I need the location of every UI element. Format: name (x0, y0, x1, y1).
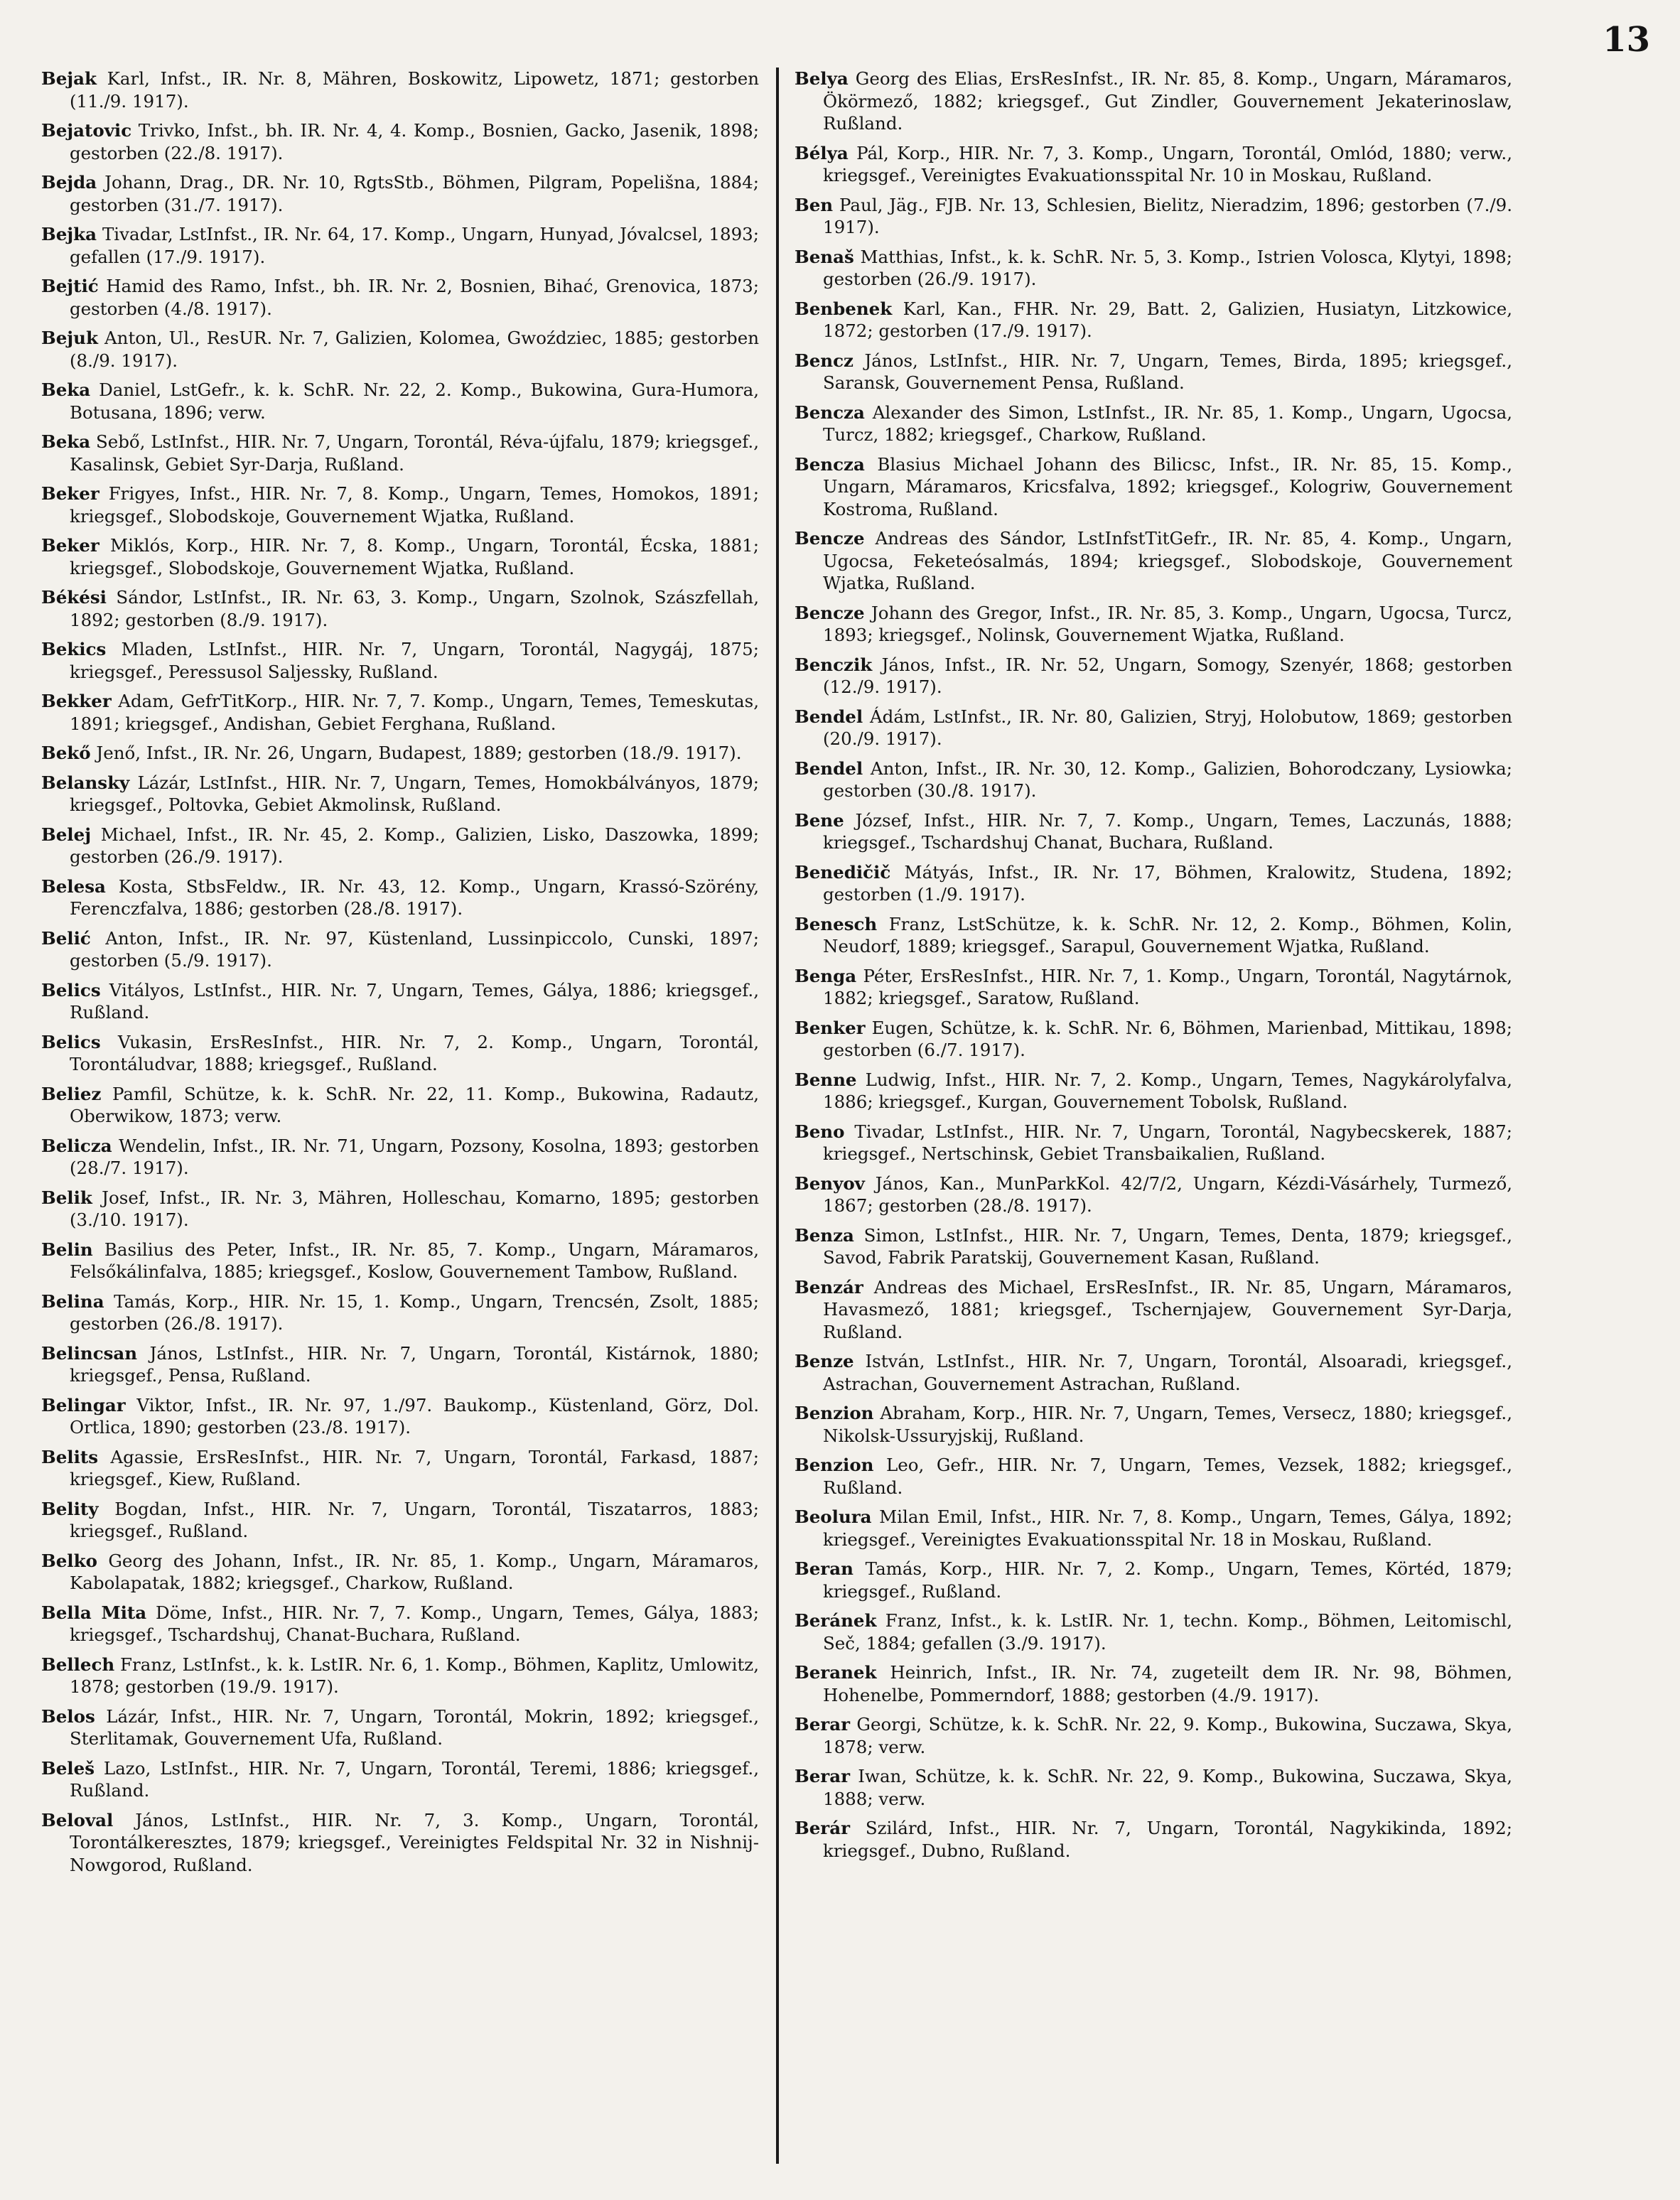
list-entry (41, 482, 759, 527)
list-entry (41, 223, 759, 268)
list-entry (41, 1705, 759, 1750)
entry-details: Josef, Infst., IR. Nr. 3, Mähren, Holleschau, Komarno, 1895; gestorben (3./10. 1917). (70, 1187, 759, 1230)
list-entry (41, 927, 759, 972)
entry-details: Hamid des Ramo, Infst., bh. IR. Nr. 2, Bosnien, Bihać, Grenovica, 1873; gestorben (4./8. 1917). (70, 276, 759, 319)
entry-details: Franz, LstInfst., k. k. LstIR. Nr. 6, 1. Komp., Böhmen, Kaplitz, Umlowitz, 1878; gestorben (19./9. 1917). (70, 1654, 759, 1697)
entry-surname: Bekker (41, 691, 112, 711)
list-entry (795, 1172, 1512, 1217)
entry-details: Franz, Infst., k. k. LstIR. Nr. 1, techn. Komp., Böhmen, Leitomischl, Seč, 1884; gefallen (3./9. 1917). (823, 1610, 1512, 1654)
list-entry (41, 1290, 759, 1335)
entry-details: Blasius Michael Johann des Bilicsc, Infst., IR. Nr. 85, 15. Komp., Ungarn, Máramaros, Kricsfalva, 1892; kriegsgef., Kologriw, Gouvernement Kostroma, Rußland. (823, 453, 1512, 519)
entry-surname: Beka (41, 431, 91, 452)
list-entry (41, 1135, 759, 1180)
entry-details: Miklós, Korp., HIR. Nr. 7, 8. Komp., Ungarn, Torontál, Écska, 1881; kriegsgef., Slobodskoje, Gouvernement Wjatka, Rußland. (70, 535, 759, 578)
entry-details: Simon, LstInfst., HIR. Nr. 7, Ungarn, Temes, Denta, 1879; kriegsgef., Savod, Fabrik Paratskij, Gouvernement Kasan, Rußland. (823, 1224, 1512, 1268)
entry-details: Lazo, LstInfst., HIR. Nr. 7, Ungarn, Torontál, Teremi, 1886; kriegsgef., Rußland. (70, 1757, 759, 1801)
entry-surname: Beliez (41, 1083, 102, 1104)
list-entry (795, 1609, 1512, 1654)
entry-surname: Bencza (795, 401, 865, 423)
entry-details: Paul, Jäg., FJB. Nr. 13, Schlesien, Bielitz, Nieradzim, 1896; gestorben (7./9. 1917). (823, 194, 1512, 237)
entry-details: Pál, Korp., HIR. Nr. 7, 3. Komp., Ungarn, Torontál, Omlód, 1880; verw., kriegsgef., Vereinigtes Evakuationsspital Nr. 10 in Moskau, Rußland. (823, 142, 1512, 185)
entry-details: Szilárd, Infst., HIR. Nr. 7, Ungarn, Torontál, Nagykikinda, 1892; kriegsgef., Dubno, Rußland. (823, 1818, 1512, 1861)
entry-surname: Benzár (795, 1276, 863, 1298)
entry-details: Lázár, Infst., HIR. Nr. 7, Ungarn, Torontál, Mokrin, 1892; kriegsgef., Sterlitamak, Gouvernement Ufa, Rußland. (70, 1705, 759, 1749)
list-entry (41, 1550, 759, 1595)
entry-surname: Belincsan (41, 1342, 138, 1364)
entry-surname: Beno (795, 1121, 845, 1142)
entry-details: János, LstInfst., HIR. Nr. 7, 3. Komp., Ungarn, Torontál, Torontálkeresztes, 1879; kriegsgef., Vereinigtes Feldspital Nr. 32 in Nishnij-Nowgorod, Rußland. (70, 1809, 759, 1875)
entry-surname: Belicza (41, 1135, 112, 1156)
list-entry (795, 1558, 1512, 1602)
entry-details: Mladen, LstInfst., HIR. Nr. 7, Ungarn, Torontál, Nagygáj, 1875; kriegsgef., Peressusol Saljessky, Rußland. (70, 639, 759, 682)
entry-surname: Benza (795, 1224, 854, 1246)
list-entry (795, 1069, 1512, 1114)
entry-details: János, LstInfst., HIR. Nr. 7, Ungarn, Torontál, Kistárnok, 1880; kriegsgef., Pensa, Rußland. (70, 1342, 759, 1386)
entry-details: Agassie, ErsResInfst., HIR. Nr. 7, Ungarn, Torontál, Farkasd, 1887; kriegsgef., Kiew, Rußland. (70, 1446, 759, 1489)
entry-surname: Bejda (41, 172, 97, 193)
entry-surname: Belya (795, 68, 849, 89)
list-entry (41, 1031, 759, 1076)
list-entry (795, 1661, 1512, 1706)
list-entry (41, 875, 759, 920)
entry-details: Kosta, StbsFeldw., IR. Nr. 43, 12. Komp., Ungarn, Krassó-Szörény, Ferenczfalva, 1886; gestorben (28./8. 1917). (70, 875, 759, 919)
column-divider (776, 68, 779, 2164)
entry-details: Michael, Infst., IR. Nr. 45, 2. Komp., Galizien, Lisko, Daszowka, 1899; gestorben (26./9. 1917). (70, 824, 759, 867)
list-entry (41, 1342, 759, 1387)
entry-surname: Bejka (41, 224, 97, 244)
list-entry (795, 246, 1512, 291)
entry-surname: Bejtić (41, 276, 99, 296)
list-entry (795, 1817, 1512, 1862)
list-entry (41, 68, 759, 112)
entry-surname: Berar (795, 1766, 850, 1786)
entry-surname: Bencze (795, 602, 865, 623)
entry-surname: Benbenek (795, 298, 893, 319)
entry-details: Abraham, Korp., HIR. Nr. 7, Ungarn, Temes, Versecz, 1880; kriegsgef., Nikolsk-Ussuryjskij, Rußland. (823, 1403, 1512, 1446)
list-entry (795, 350, 1512, 394)
list-entry (41, 690, 759, 735)
entry-surname: Belesa (41, 875, 106, 897)
entry-surname: Bencze (795, 528, 865, 549)
list-entry (41, 1187, 759, 1231)
entry-details: Basilius des Peter, Infst., IR. Nr. 85, 7. Komp., Ungarn, Máramaros, Felsőkálinfalva, 1885; kriegsgef., Koslow, Gouvernement Tambow, Rußland. (70, 1239, 759, 1282)
entry-surname: Bélya (795, 142, 849, 163)
list-entry (795, 527, 1512, 595)
entry-details: Péter, ErsResInfst., HIR. Nr. 7, 1. Komp., Ungarn, Torontál, Nagytárnok, 1882; kriegsgef., Saratow, Rußland. (823, 965, 1512, 1008)
entry-details: Bogdan, Infst., HIR. Nr. 7, Ungarn, Torontál, Tiszatarros, 1883; kriegsgef., Rußland. (70, 1498, 759, 1541)
list-entry (795, 1713, 1512, 1758)
entry-details: Jenő, Infst., IR. Nr. 26, Ungarn, Budapest, 1889; gestorben (18./9. 1917). (96, 743, 742, 763)
entry-surname: Benyov (795, 1172, 865, 1194)
list-entry (41, 327, 759, 372)
entry-surname: Belics (41, 979, 101, 1001)
entry-surname: Belić (41, 927, 91, 949)
entry-surname: Benker (795, 1017, 866, 1038)
list-entry (41, 586, 759, 631)
entry-details: Heinrich, Infst., IR. Nr. 74, zugeteilt dem IR. Nr. 98, Böhmen, Hohenelbe, Pommerndorf, 1888; gestorben (4./9. 1917). (823, 1662, 1512, 1705)
entry-details: Franz, LstSchütze, k. k. SchR. Nr. 12, 2. Komp., Böhmen, Kolin, Neudorf, 1889; kriegsgef., Sarapul, Gouvernement Wjatka, Rußland. (823, 913, 1512, 956)
entry-details: Iwan, Schütze, k. k. SchR. Nr. 22, 9. Komp., Bukowina, Suczawa, Skya, 1888; verw. (823, 1766, 1512, 1809)
list-entry (41, 1083, 759, 1128)
entry-details: Karl, Kan., FHR. Nr. 29, Batt. 2, Galizien, Husiatyn, Litzkowice, 1872; gestorben (17./9. 1917). (823, 298, 1512, 341)
list-entry (41, 1809, 759, 1877)
entry-surname: Belko (41, 1550, 97, 1571)
entry-surname: Benga (795, 965, 857, 986)
list-entry (795, 861, 1512, 906)
entry-details: Mátyás, Infst., IR. Nr. 17, Böhmen, Kralowitz, Studena, 1892; gestorben (1./9. 1917). (823, 861, 1512, 905)
list-entry (41, 1654, 759, 1698)
page-number: 13 (1603, 20, 1650, 60)
entry-details: János, Kan., MunParkKol. 42/7/2, Ungarn, Kézdi-Vásárhely, Turmező, 1867; gestorben (28./8. 1917). (823, 1172, 1512, 1216)
entry-surname: Beker (41, 535, 99, 556)
entry-surname: Belos (41, 1705, 95, 1727)
entry-surname: Beloval (41, 1809, 114, 1830)
entry-details: Ádám, LstInfst., IR. Nr. 80, Galizien, Stryj, Holobutow, 1869; gestorben (20./9. 1917). (823, 706, 1512, 749)
list-entry (795, 913, 1512, 958)
entry-details: Karl, Infst., IR. Nr. 8, Mähren, Boskowitz, Lipowetz, 1871; gestorben (11./9. 1917). (70, 68, 759, 112)
right-column (795, 68, 1512, 2172)
entry-surname: Bekő (41, 743, 91, 763)
entry-details: Johann des Gregor, Infst., IR. Nr. 85, 3. Komp., Ungarn, Ugocsa, Turcz, 1893; kriegsgef., Nolinsk, Gouvernement Wjatka, Rußland. (823, 602, 1512, 645)
entry-surname: Belin (41, 1239, 93, 1260)
entry-details: János, Infst., IR. Nr. 52, Ungarn, Somogy, Szenyér, 1868; gestorben (12./9. 1917). (823, 654, 1512, 697)
entry-surname: Belics (41, 1031, 101, 1052)
entry-details: Lázár, LstInfst., HIR. Nr. 7, Ungarn, Temes, Homokbálványos, 1879; kriegsgef., Poltovka, Gebiet Akmolinsk, Rußland. (70, 772, 759, 815)
entry-details: Sándor, LstInfst., IR. Nr. 63, 3. Komp., Ungarn, Szolnok, Szászfellah, 1892; gestorben (8./9. 1917). (70, 587, 759, 630)
list-entry (41, 1498, 759, 1543)
list-entry (41, 742, 759, 765)
entry-surname: Bella Mita (41, 1602, 147, 1623)
list-entry (41, 979, 759, 1024)
list-entry (795, 298, 1512, 343)
entry-surname: Bendel (795, 706, 863, 727)
entry-surname: Benze (795, 1351, 854, 1371)
entry-details: Frigyes, Infst., HIR. Nr. 7, 8. Komp., Ungarn, Temes, Homokos, 1891; kriegsgef., Slobodskoje, Gouvernement Wjatka, Rußland. (70, 483, 759, 527)
entry-details: Andreas des Sándor, LstInfstTitGefr., IR. Nr. 85, 4. Komp., Ungarn, Ugocsa, Feketeósalmás, 1894; kriegsgef., Slobodskoje, Gouvernement Wjatka, Rußland. (823, 528, 1512, 593)
entry-surname: Beka (41, 379, 91, 400)
list-entry (795, 1121, 1512, 1165)
entry-surname: Belity (41, 1498, 99, 1519)
list-entry (41, 772, 759, 816)
entry-details: Georg des Elias, ErsResInfst., IR. Nr. 85, 8. Komp., Ungarn, Máramaros, Ökörmező, 1882; kriegsgef., Gut Zindler, Gouvernement Jekaterinoslaw, Rußland. (823, 68, 1512, 134)
entry-details: Eugen, Schütze, k. k. SchR. Nr. 6, Böhmen, Marienbad, Mittikau, 1898; gestorben (6./7. 1917). (823, 1017, 1512, 1060)
list-entry (41, 275, 759, 320)
list-entry (41, 1602, 759, 1646)
entry-surname: Belina (41, 1290, 104, 1312)
entry-surname: Belingar (41, 1394, 126, 1416)
list-entry (795, 602, 1512, 647)
entry-surname: Beránek (795, 1610, 877, 1631)
list-entry (41, 119, 759, 164)
entry-surname: Benesch (795, 913, 878, 934)
entry-details: Adam, GefrTitKorp., HIR. Nr. 7, 7. Komp., Ungarn, Temes, Temeskutas, 1891; kriegsgef., Andishan, Gebiet Ferghana, Rußland. (70, 691, 759, 734)
entry-surname: Belansky (41, 772, 130, 793)
list-entry (41, 1446, 759, 1491)
entry-details: Anton, Infst., IR. Nr. 97, Küstenland, Lussinpiccolo, Cunski, 1897; gestorben (5./9. 1917). (70, 927, 759, 971)
list-entry (41, 824, 759, 868)
list-entry (41, 1757, 759, 1802)
entry-details: Johann, Drag., DR. Nr. 10, RgtsStb., Böhmen, Pilgram, Popelišna, 1884; gestorben (31./7. 1917). (70, 172, 759, 215)
entry-details: Wendelin, Infst., IR. Nr. 71, Ungarn, Pozsony, Kosolna, 1893; gestorben (28./7. 1917). (70, 1135, 759, 1178)
entry-surname: Bendel (795, 757, 863, 779)
list-entry (795, 809, 1512, 854)
entry-details: Sebő, LstInfst., HIR. Nr. 7, Ungarn, Torontál, Réva-újfalu, 1879; kriegsgef., Kasalinsk, Gebiet Syr-Darja, Rußland. (70, 431, 759, 475)
entry-surname: Benaš (795, 246, 854, 267)
entry-surname: Berar (795, 1714, 850, 1735)
entry-surname: Beker (41, 483, 99, 504)
entry-surname: Bekics (41, 639, 107, 659)
list-entry (795, 401, 1512, 446)
entry-details: Ludwig, Infst., HIR. Nr. 7, 2. Komp., Ungarn, Temes, Nagykárolyfalva, 1886; kriegsgef., Kurgan, Gouvernement Tobolsk, Rußland. (823, 1069, 1512, 1112)
entry-details: Trivko, Infst., bh. IR. Nr. 4, 4. Komp., Bosnien, Gacko, Jasenik, 1898; gestorben (22./8. 1917). (70, 120, 759, 163)
entry-details: Vukasin, ErsResInfst., HIR. Nr. 7, 2. Komp., Ungarn, Torontál, Torontáludvar, 1888; kriegsgef., Rußland. (70, 1031, 759, 1074)
entry-surname: Berár (795, 1818, 850, 1838)
list-entry (41, 379, 759, 424)
entry-surname: Bejuk (41, 328, 98, 348)
entry-surname: Belej (41, 824, 92, 845)
entry-surname: Ben (795, 194, 834, 215)
list-entry (795, 453, 1512, 521)
list-entry (41, 1394, 759, 1439)
list-entry (795, 706, 1512, 750)
entry-details: János, LstInfst., HIR. Nr. 7, Ungarn, Temes, Birda, 1895; kriegsgef., Saransk, Gouvernement Pensa, Rußland. (823, 350, 1512, 393)
entry-details: Viktor, Infst., IR. Nr. 97, 1./97. Baukomp., Küstenland, Görz, Dol. Ortlica, 1890; gestorben (23./8. 1917). (70, 1394, 759, 1438)
list-entry (795, 757, 1512, 802)
entry-surname: Belik (41, 1187, 92, 1208)
entry-details: Vitályos, LstInfst., HIR. Nr. 7, Ungarn, Temes, Gálya, 1886; kriegsgef., Rußland. (70, 979, 759, 1023)
entry-surname: Beran (795, 1558, 854, 1579)
entry-surname: Benzion (795, 1455, 874, 1475)
entry-surname: Belits (41, 1446, 99, 1467)
entry-surname: Bene (795, 809, 844, 831)
list-entry (41, 1239, 759, 1283)
entry-surname: Beleš (41, 1757, 95, 1779)
list-entry (795, 1276, 1512, 1344)
entry-details: Georg des Johann, Infst., IR. Nr. 85, 1. Komp., Ungarn, Máramaros, Kabolapatak, 1882; kriegsgef., Charkow, Rußland. (70, 1550, 759, 1593)
list-entry (41, 638, 759, 683)
list-entry (795, 1350, 1512, 1395)
entry-details: Anton, Ul., ResUR. Nr. 7, Galizien, Kolomea, Gwoździec, 1885; gestorben (8./9. 1917). (70, 328, 759, 371)
entry-surname: Bencza (795, 453, 865, 475)
entry-surname: Beolura (795, 1506, 872, 1527)
entry-details: Tamás, Korp., HIR. Nr. 15, 1. Komp., Ungarn, Trencsén, Zsolt, 1885; gestorben (26./8. 1917). (70, 1290, 759, 1334)
list-entry (41, 534, 759, 579)
entry-surname: Bellech (41, 1654, 115, 1675)
entry-surname: Benedičič (795, 861, 891, 883)
list-entry (795, 1506, 1512, 1551)
entry-details: Milan Emil, Infst., HIR. Nr. 7, 8. Komp., Ungarn, Temes, Gálya, 1892; kriegsgef., Vereinigtes Evakuationsspital Nr. 18 in Moskau, Rußland. (823, 1506, 1512, 1550)
entry-details: István, LstInfst., HIR. Nr. 7, Ungarn, Torontál, Alsoaradi, kriegsgef., Astrachan, Gouvernement Astrachan, Rußland. (823, 1351, 1512, 1394)
entry-details: Alexander des Simon, LstInfst., IR. Nr. 85, 1. Komp., Ungarn, Ugocsa, Turcz, 1882; kriegsgef., Charkow, Rußland. (823, 401, 1512, 445)
entry-details: Leo, Gefr., HIR. Nr. 7, Ungarn, Temes, Vezsek, 1882; kriegsgef., Rußland. (823, 1455, 1512, 1498)
entry-details: Tivadar, LstInfst., IR. Nr. 64, 17. Komp., Ungarn, Hunyad, Jóvalcsel, 1893; gefallen (17./9. 1917). (70, 224, 759, 267)
list-entry (795, 965, 1512, 1010)
entry-surname: Beranek (795, 1662, 877, 1683)
entry-surname: Bencz (795, 350, 854, 371)
entry-details: József, Infst., HIR. Nr. 7, 7. Komp., Ungarn, Temes, Laczunás, 1888; kriegsgef., Tschardshuj Chanat, Buchara, Rußland. (823, 809, 1512, 853)
list-entry (795, 1402, 1512, 1447)
entry-details: Pamfil, Schütze, k. k. SchR. Nr. 22, 11. Komp., Bukowina, Radautz, Oberwikow, 1873; verw. (70, 1083, 759, 1126)
list-entry (41, 431, 759, 475)
left-column (41, 68, 759, 2172)
list-entry (795, 1454, 1512, 1499)
entry-surname: Benczik (795, 654, 873, 675)
list-entry (795, 1765, 1512, 1810)
list-entry (795, 194, 1512, 239)
entry-details: Georgi, Schütze, k. k. SchR. Nr. 22, 9. Komp., Bukowina, Suczawa, Skya, 1878; verw. (823, 1714, 1512, 1757)
entry-details: Tivadar, LstInfst., HIR. Nr. 7, Ungarn, Torontál, Nagybecskerek, 1887; kriegsgef., Nertschinsk, Gebiet Transbaikalien, Rußland. (823, 1121, 1512, 1164)
entry-details: Daniel, LstGefr., k. k. SchR. Nr. 22, 2. Komp., Bukowina, Gura-Humora, Botusana, 1896; verw. (70, 379, 759, 423)
list-entry (795, 654, 1512, 699)
list-entry (795, 142, 1512, 187)
entry-surname: Benzion (795, 1403, 874, 1423)
list-entry (795, 68, 1512, 135)
entry-details: Anton, Infst., IR. Nr. 30, 12. Komp., Galizien, Bohorodczany, Lysiowka; gestorben (30./8. 1917). (823, 757, 1512, 801)
entry-details: Matthias, Infst., k. k. SchR. Nr. 5, 3. Komp., Istrien Volosca, Klytyi, 1898; gestorben (26./9. 1917). (823, 246, 1512, 289)
entry-details: Andreas des Michael, ErsResInfst., IR. Nr. 85, Ungarn, Máramaros, Havasmező, 1881; kriegsgef., Tschernjajew, Gouvernement Syr-Darja, Rußland. (823, 1276, 1512, 1342)
entry-details: Tamás, Korp., HIR. Nr. 7, 2. Komp., Ungarn, Temes, Körtéd, 1879; kriegsgef., Rußland. (823, 1558, 1512, 1602)
list-entry (41, 171, 759, 216)
entry-surname: Bejatovic (41, 120, 132, 141)
entry-details: Döme, Infst., HIR. Nr. 7, 7. Komp., Ungarn, Temes, Gálya, 1883; kriegsgef., Tschardshuj, Chanat-Buchara, Rußland. (70, 1602, 759, 1645)
list-entry (795, 1224, 1512, 1269)
entry-surname: Békési (41, 587, 107, 608)
entry-surname: Benne (795, 1069, 857, 1090)
list-entry (795, 1017, 1512, 1062)
entry-surname: Bejak (41, 68, 97, 89)
